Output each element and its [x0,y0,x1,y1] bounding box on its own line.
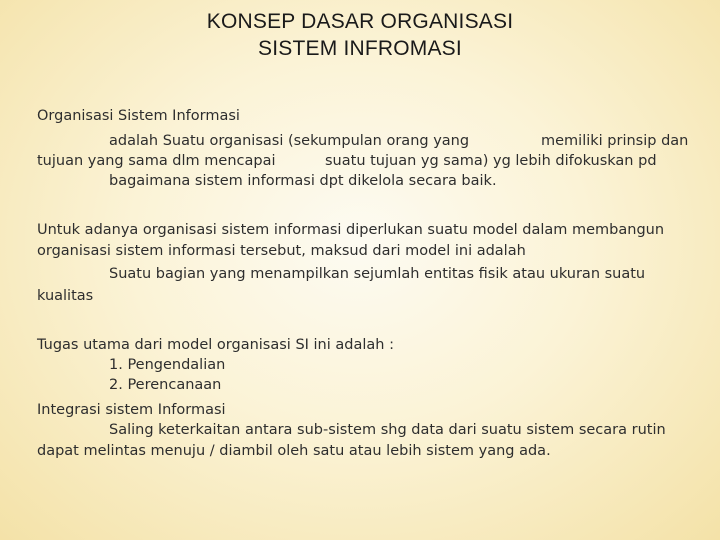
block1-line2a: tujuan yang sama dlm mencapai [37,153,276,169]
block4-heading: Integrasi sistem Informasi [37,402,226,418]
block2-line4: kualitas [37,288,94,304]
block1-heading: Organisasi Sistem Informasi [37,108,240,124]
block2-line1: Untuk adanya organisasi sistem informasi diperlukan suatu model dalam membangun [37,222,665,238]
title-line-2: SISTEM INFROMASI [258,37,462,60]
block3-heading: Tugas utama dari model organisasi SI ini adalah : [37,337,394,353]
block1-line1a: adalah Suatu organisasi (sekumpulan orang yang [109,133,470,149]
block2-line3: Suatu bagian yang menampilkan sejumlah entitas fisik atau ukuran suatu [109,266,646,282]
block4-line1: Saling keterkaitan antara sub-sistem shg data dari suatu sistem secara rutin [109,422,666,438]
block3-item-1: 1. Pengendalian [109,357,226,373]
block1-line1b: memiliki prinsip dan [541,133,689,149]
block1-line3: bagaimana sistem informasi dpt dikelola secara baik. [109,173,497,189]
block4-line2: dapat melintas menuju / diambil oleh satu atau lebih sistem yang ada. [37,443,551,459]
block2-line2: organisasi sistem informasi tersebut, maksud dari model ini adalah [37,243,526,259]
block1-line2b: suatu tujuan yg sama) yg lebih difokuskan pd [325,153,657,169]
block3-item-2: 2. Perencanaan [109,377,222,393]
title-line-1: KONSEP DASAR ORGANISASI [206,10,514,33]
slide-title [0,8,720,62]
